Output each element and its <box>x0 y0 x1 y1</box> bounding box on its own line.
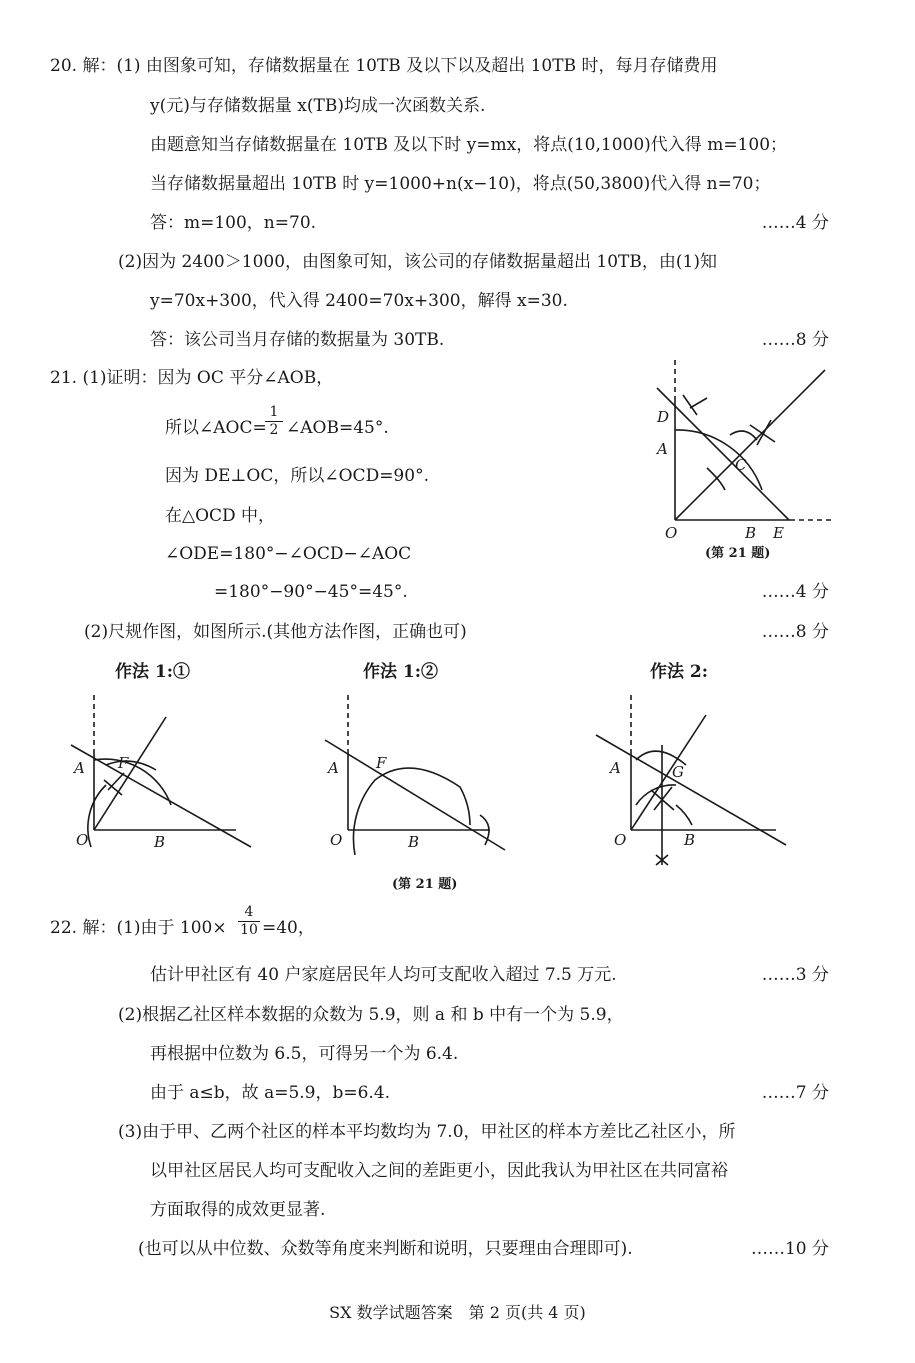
q22-line-1a: 22. 解：(1)由于 100× <box>50 918 227 938</box>
fig2-label-B: B <box>408 833 420 851</box>
q21-line-1: 21. (1)证明：因为 OC 平分∠AOB， <box>50 368 334 388</box>
q22-score-2: ……7 分 <box>761 1083 829 1103</box>
q20-line-2: y(元)与存储数据量 x(TB)均成一次函数关系. <box>150 96 486 116</box>
label-O: O <box>665 524 678 542</box>
fig1-label-O: O <box>76 831 89 849</box>
method-1-2: 作法 1:② <box>363 662 439 682</box>
method-2: 作法 2: <box>650 662 709 682</box>
fig1-label-B: B <box>154 833 166 851</box>
q21-score-1: ……4 分 <box>761 582 829 602</box>
q21-line-7: (2)尺规作图，如图所示.(其他方法作图，正确也可) <box>84 622 467 642</box>
fig1-label-A: A <box>74 759 85 777</box>
fig1-label-F: F <box>118 754 129 772</box>
q22-line-6: (3)由于甲、乙两个社区的样本平均数均为 7.0，甲社区的样本方差比乙社区小，所 <box>118 1122 736 1142</box>
q22-line-2: 估计甲社区有 40 户家庭居民年人均可支配收入超过 7.5 万元. <box>150 965 617 985</box>
q21-fig-caption: (第 21 题) <box>705 546 771 561</box>
q20-line-7: y=70x+300，代入得 2400=70x+300，解得 x=30. <box>150 291 568 311</box>
q21-line-5: ∠ODE=180°−∠OCD−∠AOC <box>165 544 412 564</box>
q21-line-2b: ∠AOB=45°. <box>286 418 389 438</box>
fig2-label-O: O <box>330 831 343 849</box>
q22-line-7: 以甲社区居民人均可支配收入之间的差距更小，因此我认为甲社区在共同富裕 <box>150 1161 728 1181</box>
q22-line-3: (2)根据乙社区样本数据的众数为 5.9，则 a 和 b 中有一个为 5.9， <box>118 1005 624 1025</box>
q22-score-1: ……3 分 <box>761 965 829 985</box>
q21-figure-main <box>645 360 845 560</box>
q20-line-6: (2)因为 2400＞1000，由图象可知，该公司的存储数据量超出 10TB，由(1)知 <box>118 252 717 272</box>
label-E: E <box>773 524 784 542</box>
fig2-label-F: F <box>376 754 387 772</box>
q22-line-9: (也可以从中位数、众数等角度来判断和说明，只要理由合理即可). <box>138 1239 633 1259</box>
q20-line-3: 由题意知当存储数据量在 10TB 及以下时 y=mx，将点(10,1000)代入得 m=100； <box>150 135 788 155</box>
q20-score-1: ……4 分 <box>761 213 829 233</box>
q21-score-2: ……8 分 <box>761 622 829 642</box>
q20-score-2: ……8 分 <box>761 330 829 350</box>
q22-fraction: 4 10 <box>238 905 260 938</box>
construction-figure-3 <box>596 695 796 875</box>
q20-line-5: 答：m=100，n=70. <box>150 213 317 233</box>
fig3-label-G: G <box>672 763 684 781</box>
q21-line-6: =180°−90°−45°=45°. <box>214 582 408 602</box>
method-1-1: 作法 1:① <box>115 662 191 682</box>
q22-line-1b: =40， <box>262 918 315 938</box>
construction-figure-1 <box>66 695 266 865</box>
page-footer: SX 数学试题答案 第 2 页(共 4 页) <box>329 1303 586 1322</box>
q22-line-5: 由于 a≤b，故 a=5.9，b=6.4. <box>150 1083 391 1103</box>
construction-figure-2 <box>320 695 520 865</box>
label-C: C <box>735 456 747 474</box>
q21-bottom-caption: (第 21 题) <box>392 877 458 892</box>
q21-line-3: 因为 DE⊥OC，所以∠OCD=90°. <box>165 466 429 486</box>
q21-line-4: 在△OCD 中， <box>165 506 276 526</box>
label-D: D <box>657 408 670 426</box>
q21-fraction: 1 2 <box>265 405 283 438</box>
fig3-label-B: B <box>684 831 696 849</box>
fig3-label-O: O <box>614 831 627 849</box>
q22-line-4: 再根据中位数为 6.5，可得另一个为 6.4. <box>150 1044 459 1064</box>
q20-line-4: 当存储数据量超出 10TB 时 y=1000+n(x−10)，将点(50,3800)代入得 n=70； <box>150 174 771 194</box>
label-A: A <box>657 440 668 458</box>
label-B: B <box>745 524 757 542</box>
q22-score-3: ……10 分 <box>750 1239 829 1259</box>
q21-line-2a: 所以∠AOC= <box>165 418 267 438</box>
q22-line-8: 方面取得的成效更显著. <box>150 1200 326 1220</box>
q20-line-8: 答：该公司当月存储的数据量为 30TB. <box>150 330 445 350</box>
fig2-label-A: A <box>328 759 339 777</box>
q20-line-1: 20. 解：(1) 由图象可知，存储数据量在 10TB 及以下以及超出 10TB 时，每月存储费用 <box>50 56 718 76</box>
fig3-label-A: A <box>610 759 621 777</box>
